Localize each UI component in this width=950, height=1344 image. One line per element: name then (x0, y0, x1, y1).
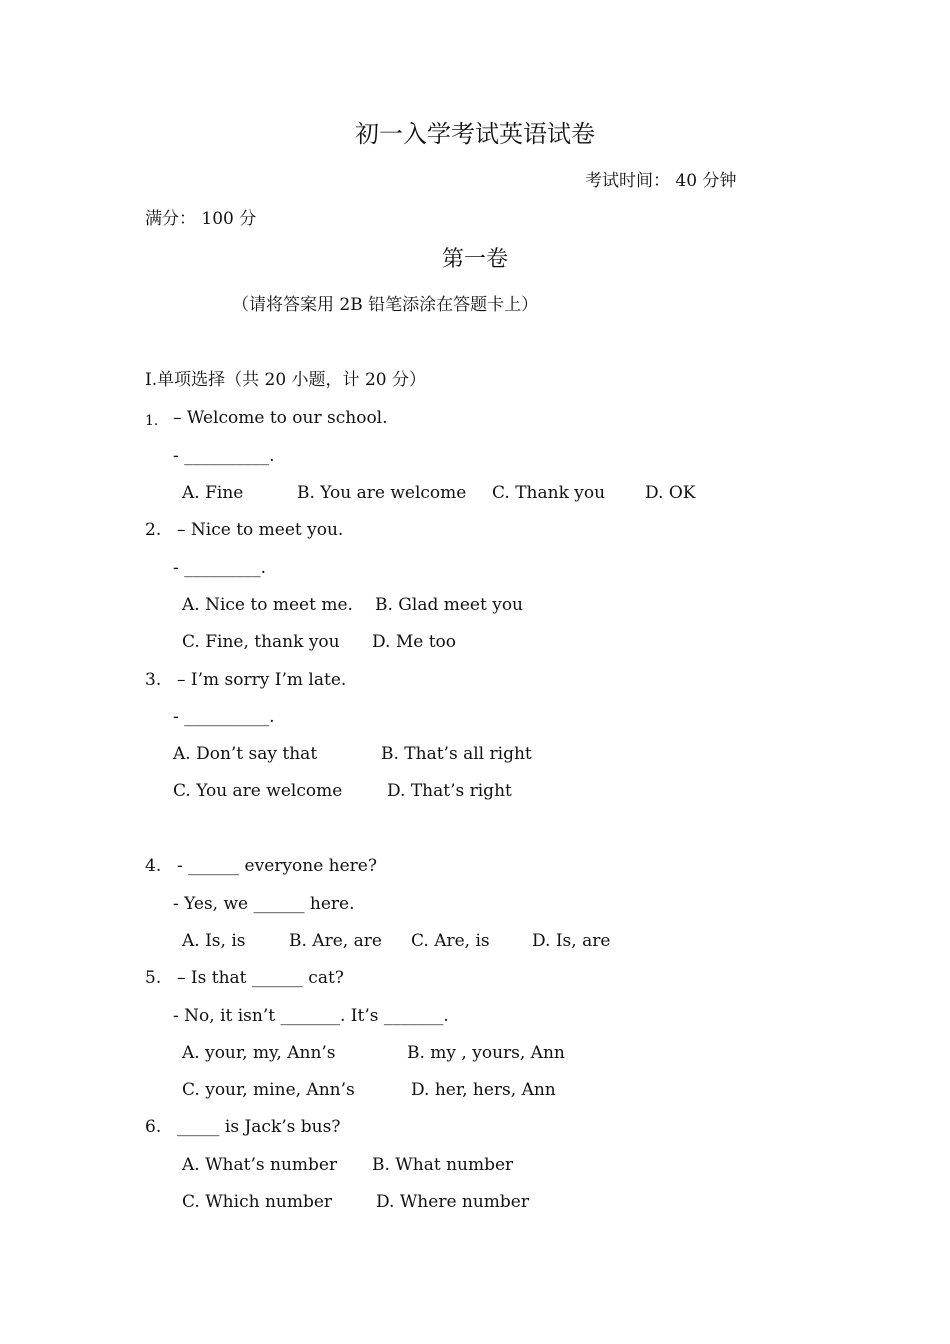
option-d: D. Me too (372, 632, 457, 652)
option-c: C. Thank you (492, 483, 606, 503)
section-title: I.单项选择（共 20 小题，计 20 分） (145, 370, 426, 390)
option-c: C. Are, is (411, 931, 490, 951)
question-response: - __________. (173, 446, 275, 466)
question-response: - No, it isn’t _______. It’s _______. (173, 1006, 449, 1026)
option-d: D. OK (645, 483, 696, 503)
question-number: 6. (145, 1117, 162, 1137)
option-d: D. her, hers, Ann (411, 1080, 556, 1100)
option-a: A. Don’t say that (173, 744, 318, 764)
option-c: C. your, mine, Ann’s (182, 1080, 355, 1100)
question-number: 3. (145, 670, 162, 690)
option-d: D. That’s right (387, 781, 512, 801)
option-b: B. What number (372, 1155, 514, 1175)
question-prompt: – Nice to meet you. (177, 520, 344, 540)
option-b: B. Glad meet you (375, 595, 524, 615)
option-a: A. your, my, Ann’s (182, 1043, 336, 1063)
question-prompt: - ______ everyone here? (177, 856, 377, 876)
question-number: 2. (145, 520, 162, 540)
option-c: C. Fine, thank you (182, 632, 340, 652)
volume-title: 第一卷 (441, 247, 508, 272)
question-response: - Yes, we ______ here. (173, 894, 355, 914)
page-title: 初一入学考试英语试卷 (355, 120, 595, 148)
option-c: C. You are welcome (173, 781, 343, 801)
option-d: D. Where number (376, 1192, 529, 1212)
question-number: 5. (145, 968, 162, 988)
option-a: A. What’s number (182, 1155, 338, 1175)
question-prompt: – Is that ______ cat? (177, 968, 344, 988)
option-a: A. Nice to meet me. (182, 595, 353, 615)
question-number: 4. (145, 856, 162, 876)
option-b: B. my , yours, Ann (407, 1043, 565, 1063)
question-response: - _________. (173, 558, 267, 578)
full-score: 满分： 100 分 (145, 209, 257, 229)
question-response: - __________. (173, 707, 275, 727)
question-number: 1. (145, 413, 159, 429)
option-a: A. Is, is (182, 931, 246, 951)
question-prompt: _____ is Jack’s bus? (177, 1117, 341, 1137)
answer-instruction: （请将答案用 2B 铅笔添涂在答题卡上） (232, 295, 539, 315)
option-b: B. That’s all right (381, 744, 532, 764)
option-b: B. You are welcome (297, 483, 467, 503)
question-prompt: – Welcome to our school. (173, 408, 388, 428)
question-prompt: – I’m sorry I’m late. (177, 670, 347, 690)
option-d: D. Is, are (532, 931, 611, 951)
option-c: C. Which number (182, 1192, 333, 1212)
option-b: B. Are, are (289, 931, 382, 951)
option-a: A. Fine (182, 483, 244, 503)
exam-time: 考试时间： 40 分钟 (585, 171, 737, 191)
